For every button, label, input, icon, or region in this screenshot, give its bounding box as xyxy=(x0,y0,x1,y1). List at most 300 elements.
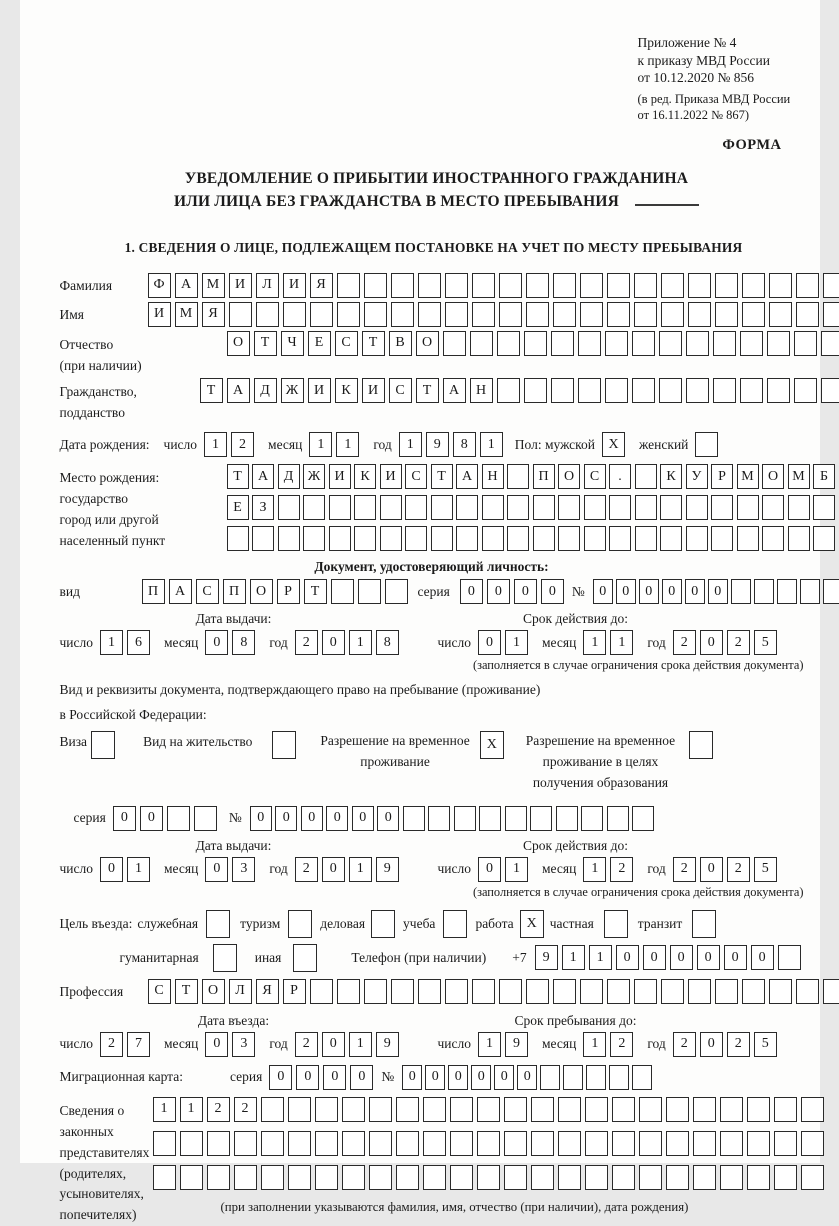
char-cell[interactable] xyxy=(607,302,630,327)
char-cell[interactable] xyxy=(661,302,684,327)
char-cell[interactable] xyxy=(531,1165,554,1190)
char-cell[interactable] xyxy=(742,979,765,1004)
char-cell[interactable]: 1 xyxy=(610,630,633,655)
char-cell[interactable] xyxy=(823,579,839,604)
char-cell[interactable]: 2 xyxy=(610,1032,633,1057)
char-cell[interactable] xyxy=(167,806,190,831)
char-cell[interactable]: 2 xyxy=(207,1097,230,1122)
char-cell[interactable] xyxy=(553,273,576,298)
char-cell[interactable] xyxy=(666,1131,689,1156)
char-cell[interactable] xyxy=(740,378,763,403)
char-cell[interactable]: 1 xyxy=(309,432,332,457)
char-cell[interactable] xyxy=(796,979,819,1004)
char-cell[interactable]: К xyxy=(354,464,376,489)
char-cell[interactable] xyxy=(369,1097,392,1122)
char-cell[interactable]: 8 xyxy=(376,630,399,655)
char-cell[interactable] xyxy=(769,273,792,298)
char-cell[interactable] xyxy=(578,378,601,403)
checkbox-cell[interactable] xyxy=(604,910,628,938)
char-cell[interactable] xyxy=(693,1131,716,1156)
char-cell[interactable] xyxy=(526,273,549,298)
char-cell[interactable] xyxy=(612,1097,635,1122)
char-cell[interactable] xyxy=(450,1165,473,1190)
char-cell[interactable]: П xyxy=(533,464,555,489)
char-cell[interactable]: 0 xyxy=(494,1065,514,1090)
char-cell[interactable] xyxy=(540,1065,560,1090)
char-cell[interactable] xyxy=(524,331,547,356)
char-cell[interactable] xyxy=(445,273,468,298)
char-cell[interactable]: 2 xyxy=(295,857,318,882)
char-cell[interactable] xyxy=(661,273,684,298)
char-cell[interactable] xyxy=(558,495,580,520)
char-cell[interactable] xyxy=(635,526,657,551)
char-cell[interactable] xyxy=(364,273,387,298)
char-cell[interactable] xyxy=(331,579,354,604)
char-cell[interactable] xyxy=(497,378,520,403)
char-cell[interactable] xyxy=(482,495,504,520)
char-cell[interactable]: 1 xyxy=(583,1032,606,1057)
char-cell[interactable]: 1 xyxy=(399,432,422,457)
char-cell[interactable]: А xyxy=(456,464,478,489)
char-cell[interactable] xyxy=(505,806,527,831)
char-cell[interactable]: 0 xyxy=(322,1032,345,1057)
char-cell[interactable]: 0 xyxy=(322,857,345,882)
char-cell[interactable]: И xyxy=(362,378,385,403)
char-cell[interactable] xyxy=(194,806,217,831)
char-cell[interactable] xyxy=(396,1131,419,1156)
char-cell[interactable] xyxy=(288,1131,311,1156)
char-cell[interactable] xyxy=(774,1097,797,1122)
char-cell[interactable] xyxy=(315,1097,338,1122)
char-cell[interactable]: М xyxy=(788,464,810,489)
char-cell[interactable] xyxy=(740,331,763,356)
char-cell[interactable]: 5 xyxy=(754,1032,777,1057)
char-cell[interactable]: 0 xyxy=(478,630,501,655)
char-cell[interactable] xyxy=(342,1165,365,1190)
char-cell[interactable] xyxy=(423,1165,446,1190)
char-cell[interactable] xyxy=(450,1131,473,1156)
char-cell[interactable] xyxy=(450,1097,473,1122)
char-cell[interactable] xyxy=(380,495,402,520)
char-cell[interactable]: 2 xyxy=(727,1032,750,1057)
char-cell[interactable] xyxy=(605,378,628,403)
checkbox-cell[interactable] xyxy=(91,731,115,759)
char-cell[interactable] xyxy=(504,1097,527,1122)
char-cell[interactable] xyxy=(507,495,529,520)
char-cell[interactable] xyxy=(711,495,733,520)
char-cell[interactable] xyxy=(823,979,839,1004)
char-cell[interactable]: С xyxy=(335,331,358,356)
char-cell[interactable] xyxy=(445,979,468,1004)
checkbox-cell[interactable] xyxy=(206,910,230,938)
char-cell[interactable] xyxy=(497,331,520,356)
char-cell[interactable]: 3 xyxy=(232,857,255,882)
char-cell[interactable] xyxy=(310,302,333,327)
char-cell[interactable] xyxy=(369,1165,392,1190)
char-cell[interactable]: М xyxy=(202,273,225,298)
char-cell[interactable] xyxy=(234,1165,257,1190)
char-cell[interactable] xyxy=(731,579,751,604)
char-cell[interactable] xyxy=(823,302,839,327)
char-cell[interactable]: О xyxy=(202,979,225,1004)
char-cell[interactable]: 1 xyxy=(589,945,612,970)
char-cell[interactable] xyxy=(666,1097,689,1122)
char-cell[interactable]: С xyxy=(584,464,606,489)
char-cell[interactable] xyxy=(634,302,657,327)
char-cell[interactable] xyxy=(747,1097,770,1122)
checkbox-cell[interactable] xyxy=(213,944,237,972)
char-cell[interactable]: 2 xyxy=(234,1097,257,1122)
char-cell[interactable] xyxy=(558,526,580,551)
char-cell[interactable] xyxy=(747,1131,770,1156)
char-cell[interactable] xyxy=(823,273,839,298)
char-cell[interactable] xyxy=(762,495,784,520)
char-cell[interactable]: 1 xyxy=(583,630,606,655)
char-cell[interactable] xyxy=(526,302,549,327)
char-cell[interactable]: С xyxy=(405,464,427,489)
char-cell[interactable]: И xyxy=(229,273,252,298)
char-cell[interactable]: А xyxy=(175,273,198,298)
char-cell[interactable] xyxy=(586,1065,606,1090)
checkbox-cell[interactable] xyxy=(288,910,312,938)
char-cell[interactable]: 0 xyxy=(478,857,501,882)
char-cell[interactable] xyxy=(635,464,657,489)
char-cell[interactable]: 0 xyxy=(643,945,666,970)
char-cell[interactable] xyxy=(634,273,657,298)
char-cell[interactable]: 0 xyxy=(487,579,510,604)
char-cell[interactable] xyxy=(342,1097,365,1122)
char-cell[interactable] xyxy=(403,806,425,831)
char-cell[interactable] xyxy=(774,1131,797,1156)
char-cell[interactable] xyxy=(499,302,522,327)
char-cell[interactable] xyxy=(635,495,657,520)
char-cell[interactable] xyxy=(720,1097,743,1122)
char-cell[interactable] xyxy=(713,378,736,403)
char-cell[interactable]: 1 xyxy=(127,857,150,882)
char-cell[interactable] xyxy=(380,526,402,551)
char-cell[interactable] xyxy=(639,1131,662,1156)
char-cell[interactable] xyxy=(524,378,547,403)
char-cell[interactable]: А xyxy=(169,579,192,604)
char-cell[interactable]: В xyxy=(389,331,412,356)
char-cell[interactable] xyxy=(813,495,835,520)
char-cell[interactable] xyxy=(688,302,711,327)
char-cell[interactable]: 1 xyxy=(336,432,359,457)
char-cell[interactable] xyxy=(585,1165,608,1190)
char-cell[interactable] xyxy=(742,273,765,298)
char-cell[interactable] xyxy=(585,1097,608,1122)
char-cell[interactable] xyxy=(499,979,522,1004)
checkbox-cell[interactable] xyxy=(371,910,395,938)
char-cell[interactable] xyxy=(788,526,810,551)
char-cell[interactable] xyxy=(800,579,820,604)
char-cell[interactable]: 0 xyxy=(593,579,613,604)
char-cell[interactable]: 0 xyxy=(205,1032,228,1057)
char-cell[interactable] xyxy=(686,331,709,356)
char-cell[interactable]: 1 xyxy=(505,630,528,655)
char-cell[interactable] xyxy=(742,302,765,327)
char-cell[interactable]: 0 xyxy=(301,806,323,831)
char-cell[interactable]: С xyxy=(389,378,412,403)
char-cell[interactable]: 0 xyxy=(205,630,228,655)
char-cell[interactable]: 1 xyxy=(100,630,123,655)
checkbox-cell[interactable] xyxy=(272,731,296,759)
char-cell[interactable]: 0 xyxy=(697,945,720,970)
char-cell[interactable]: Ж xyxy=(281,378,304,403)
char-cell[interactable]: Д xyxy=(254,378,277,403)
checkbox-cell[interactable] xyxy=(443,910,467,938)
char-cell[interactable]: 0 xyxy=(323,1065,346,1090)
char-cell[interactable]: П xyxy=(223,579,246,604)
char-cell[interactable]: А xyxy=(252,464,274,489)
char-cell[interactable] xyxy=(329,495,351,520)
char-cell[interactable] xyxy=(261,1165,284,1190)
char-cell[interactable]: М xyxy=(737,464,759,489)
char-cell[interactable]: 1 xyxy=(478,1032,501,1057)
char-cell[interactable] xyxy=(801,1097,824,1122)
char-cell[interactable] xyxy=(762,526,784,551)
char-cell[interactable] xyxy=(418,302,441,327)
char-cell[interactable]: 0 xyxy=(377,806,399,831)
char-cell[interactable]: 0 xyxy=(402,1065,422,1090)
char-cell[interactable] xyxy=(612,1165,635,1190)
char-cell[interactable]: К xyxy=(660,464,682,489)
char-cell[interactable]: А xyxy=(443,378,466,403)
char-cell[interactable]: 0 xyxy=(724,945,747,970)
char-cell[interactable]: Т xyxy=(362,331,385,356)
char-cell[interactable] xyxy=(580,302,603,327)
char-cell[interactable]: 2 xyxy=(673,630,696,655)
checkbox-cell[interactable]: X xyxy=(520,910,544,938)
char-cell[interactable]: Е xyxy=(308,331,331,356)
char-cell[interactable] xyxy=(396,1165,419,1190)
char-cell[interactable]: 0 xyxy=(616,945,639,970)
char-cell[interactable] xyxy=(472,979,495,1004)
char-cell[interactable] xyxy=(660,526,682,551)
char-cell[interactable]: И xyxy=(308,378,331,403)
char-cell[interactable]: Т xyxy=(431,464,453,489)
char-cell[interactable] xyxy=(788,495,810,520)
char-cell[interactable] xyxy=(686,495,708,520)
char-cell[interactable] xyxy=(558,1165,581,1190)
char-cell[interactable] xyxy=(504,1165,527,1190)
char-cell[interactable] xyxy=(354,495,376,520)
char-cell[interactable] xyxy=(283,302,306,327)
char-cell[interactable] xyxy=(553,302,576,327)
char-cell[interactable] xyxy=(585,1131,608,1156)
checkbox-cell[interactable]: X xyxy=(480,731,504,759)
char-cell[interactable]: Ж xyxy=(303,464,325,489)
char-cell[interactable]: И xyxy=(329,464,351,489)
char-cell[interactable]: 1 xyxy=(349,1032,372,1057)
char-cell[interactable]: О xyxy=(558,464,580,489)
checkbox-cell[interactable] xyxy=(293,944,317,972)
char-cell[interactable] xyxy=(278,526,300,551)
char-cell[interactable] xyxy=(747,1165,770,1190)
char-cell[interactable] xyxy=(337,979,360,1004)
char-cell[interactable] xyxy=(563,1065,583,1090)
char-cell[interactable] xyxy=(207,1131,230,1156)
char-cell[interactable]: Д xyxy=(278,464,300,489)
char-cell[interactable] xyxy=(234,1131,257,1156)
char-cell[interactable] xyxy=(499,273,522,298)
char-cell[interactable] xyxy=(261,1097,284,1122)
char-cell[interactable] xyxy=(337,302,360,327)
char-cell[interactable] xyxy=(530,806,552,831)
char-cell[interactable] xyxy=(720,1131,743,1156)
char-cell[interactable] xyxy=(767,378,790,403)
char-cell[interactable]: Л xyxy=(229,979,252,1004)
char-cell[interactable]: О xyxy=(416,331,439,356)
char-cell[interactable]: 0 xyxy=(425,1065,445,1090)
char-cell[interactable]: 5 xyxy=(754,630,777,655)
char-cell[interactable]: 0 xyxy=(269,1065,292,1090)
char-cell[interactable] xyxy=(391,979,414,1004)
char-cell[interactable] xyxy=(477,1097,500,1122)
char-cell[interactable]: 0 xyxy=(113,806,136,831)
char-cell[interactable]: С xyxy=(148,979,171,1004)
char-cell[interactable] xyxy=(477,1131,500,1156)
char-cell[interactable] xyxy=(609,1065,629,1090)
char-cell[interactable] xyxy=(686,378,709,403)
char-cell[interactable]: Т xyxy=(304,579,327,604)
char-cell[interactable]: 0 xyxy=(670,945,693,970)
char-cell[interactable]: 9 xyxy=(426,432,449,457)
char-cell[interactable] xyxy=(396,1097,419,1122)
char-cell[interactable] xyxy=(715,273,738,298)
char-cell[interactable]: 6 xyxy=(127,630,150,655)
char-cell[interactable]: Л xyxy=(256,273,279,298)
char-cell[interactable]: 1 xyxy=(583,857,606,882)
char-cell[interactable]: 0 xyxy=(350,1065,373,1090)
char-cell[interactable]: 2 xyxy=(295,1032,318,1057)
char-cell[interactable] xyxy=(609,526,631,551)
char-cell[interactable]: 0 xyxy=(140,806,163,831)
char-cell[interactable] xyxy=(720,1165,743,1190)
char-cell[interactable] xyxy=(580,273,603,298)
char-cell[interactable] xyxy=(578,331,601,356)
char-cell[interactable] xyxy=(431,495,453,520)
char-cell[interactable] xyxy=(364,302,387,327)
char-cell[interactable]: Я xyxy=(310,273,333,298)
char-cell[interactable]: О xyxy=(250,579,273,604)
char-cell[interactable] xyxy=(553,979,576,1004)
char-cell[interactable] xyxy=(315,1131,338,1156)
char-cell[interactable] xyxy=(423,1131,446,1156)
char-cell[interactable]: 1 xyxy=(562,945,585,970)
char-cell[interactable] xyxy=(769,302,792,327)
char-cell[interactable]: 0 xyxy=(639,579,659,604)
char-cell[interactable]: 0 xyxy=(275,806,297,831)
checkbox-cell[interactable] xyxy=(692,910,716,938)
char-cell[interactable] xyxy=(632,331,655,356)
char-cell[interactable] xyxy=(153,1131,176,1156)
char-cell[interactable] xyxy=(737,495,759,520)
char-cell[interactable] xyxy=(507,464,529,489)
char-cell[interactable]: З xyxy=(252,495,274,520)
char-cell[interactable]: Ч xyxy=(281,331,304,356)
char-cell[interactable]: 0 xyxy=(448,1065,468,1090)
char-cell[interactable]: 0 xyxy=(326,806,348,831)
char-cell[interactable]: Б xyxy=(813,464,835,489)
char-cell[interactable]: 1 xyxy=(180,1097,203,1122)
char-cell[interactable] xyxy=(337,273,360,298)
char-cell[interactable]: 0 xyxy=(751,945,774,970)
char-cell[interactable] xyxy=(661,979,684,1004)
checkbox-cell[interactable] xyxy=(689,731,713,759)
char-cell[interactable] xyxy=(533,495,555,520)
char-cell[interactable]: 0 xyxy=(700,1032,723,1057)
char-cell[interactable] xyxy=(303,526,325,551)
char-cell[interactable] xyxy=(369,1131,392,1156)
char-cell[interactable] xyxy=(660,495,682,520)
char-cell[interactable]: У xyxy=(686,464,708,489)
char-cell[interactable]: Т xyxy=(254,331,277,356)
char-cell[interactable]: 0 xyxy=(517,1065,537,1090)
char-cell[interactable] xyxy=(774,1165,797,1190)
char-cell[interactable] xyxy=(207,1165,230,1190)
char-cell[interactable] xyxy=(821,378,839,403)
char-cell[interactable]: 0 xyxy=(460,579,483,604)
char-cell[interactable] xyxy=(693,1165,716,1190)
char-cell[interactable] xyxy=(418,979,441,1004)
char-cell[interactable] xyxy=(428,806,450,831)
char-cell[interactable]: Р xyxy=(283,979,306,1004)
char-cell[interactable] xyxy=(715,979,738,1004)
char-cell[interactable]: 2 xyxy=(727,857,750,882)
char-cell[interactable] xyxy=(794,331,817,356)
char-cell[interactable]: 1 xyxy=(480,432,503,457)
char-cell[interactable] xyxy=(391,302,414,327)
char-cell[interactable] xyxy=(229,302,252,327)
char-cell[interactable]: И xyxy=(283,273,306,298)
char-cell[interactable]: 1 xyxy=(349,630,372,655)
char-cell[interactable]: Т xyxy=(200,378,223,403)
char-cell[interactable] xyxy=(639,1097,662,1122)
char-cell[interactable] xyxy=(551,378,574,403)
char-cell[interactable] xyxy=(391,273,414,298)
char-cell[interactable]: 0 xyxy=(296,1065,319,1090)
char-cell[interactable] xyxy=(634,979,657,1004)
char-cell[interactable]: 0 xyxy=(708,579,728,604)
char-cell[interactable] xyxy=(472,302,495,327)
char-cell[interactable] xyxy=(609,495,631,520)
char-cell[interactable]: 3 xyxy=(232,1032,255,1057)
checkbox-cell[interactable] xyxy=(695,432,718,457)
char-cell[interactable]: Ф xyxy=(148,273,171,298)
char-cell[interactable]: 0 xyxy=(250,806,272,831)
char-cell[interactable] xyxy=(713,331,736,356)
char-cell[interactable] xyxy=(526,979,549,1004)
char-cell[interactable] xyxy=(256,302,279,327)
char-cell[interactable]: 5 xyxy=(754,857,777,882)
char-cell[interactable]: 9 xyxy=(535,945,558,970)
char-cell[interactable] xyxy=(358,579,381,604)
char-cell[interactable] xyxy=(454,806,476,831)
char-cell[interactable]: Н xyxy=(482,464,504,489)
char-cell[interactable] xyxy=(813,526,835,551)
char-cell[interactable]: 1 xyxy=(349,857,372,882)
char-cell[interactable] xyxy=(796,273,819,298)
char-cell[interactable] xyxy=(364,979,387,1004)
char-cell[interactable] xyxy=(482,526,504,551)
char-cell[interactable] xyxy=(288,1165,311,1190)
char-cell[interactable] xyxy=(612,1131,635,1156)
char-cell[interactable] xyxy=(252,526,274,551)
char-cell[interactable]: 1 xyxy=(204,432,227,457)
char-cell[interactable]: 1 xyxy=(153,1097,176,1122)
char-cell[interactable] xyxy=(666,1165,689,1190)
